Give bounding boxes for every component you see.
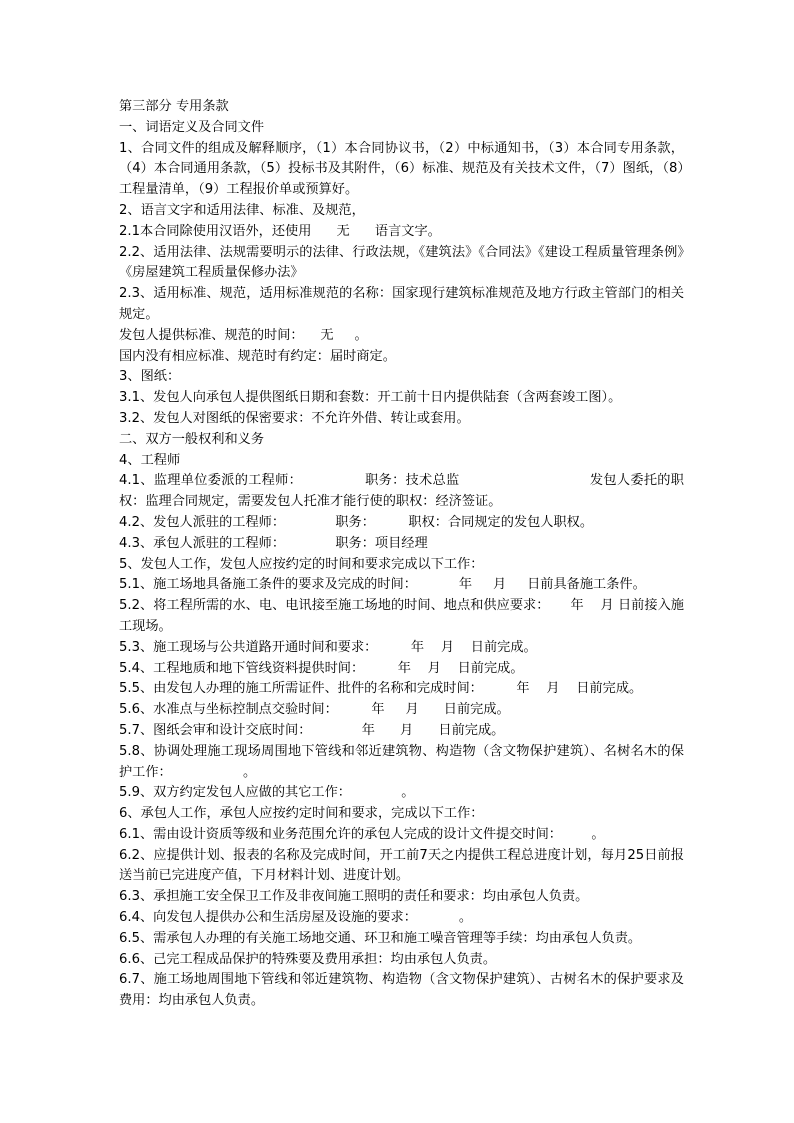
clause-paragraph: 发包人提供标准、规范的时间： 无 。 [119,327,368,343]
clause-paragraph: 3、图纸： [119,369,181,385]
section-heading: 一、词语定义及合同文件 [119,119,265,135]
clause-paragraph: 6、承包人工作，承包人应按约定时间和要求，完成以下工作： [119,806,484,822]
clause-paragraph: 3.1、发包人向承包人提供图纸日期和套数：开工前十日内提供陆套（含两套竣工图）。 [119,390,622,406]
clause-paragraph: 2、语言文字和适用法律、标准、及规范， [119,202,365,218]
clause-paragraph: 6.2、应提供计划、报表的名称及完成时间，开工前7天之内提供工程总进度计划，每月25日前报送当前已完进度产值，下月材料计划、进度计划。 [119,847,684,884]
clause-paragraph: 6.5、需承包人办理的有关施工场地交通、环卫和施工噪音管理等手续：均由承包人负责。 [119,930,642,946]
clause-paragraph: 4.3、承包人派驻的工程师： 职务：项目经理 [119,535,428,551]
clause-paragraph: 2.1本合同除使用汉语外，还使用 无 语言文字。 [119,223,441,239]
clause-paragraph: 4、工程师 [119,452,181,468]
clause-paragraph: 5.6、水准点与坐标控制点交验时间： 年 月 日前完成。 [119,702,510,718]
section-heading: 二、双方一般权利和义务 [119,431,265,447]
clause-paragraph: 6.1、需由设计资质等级和业务范围允许的承包人完成的设计文件提交时间： 。 [119,826,605,842]
clause-paragraph: 2.2、适用法律、法规需要明示的法律、行政法规，《建筑法》《合同法》《建设工程质量管理条例》《房屋建筑工程质量保修办法》 [119,244,684,281]
clause-paragraph: 5.9、双方约定发包人应做的其它工作： 。 [119,785,415,801]
clause-paragraph: 1、合同文件的组成及解释顺序，（1）本合同协议书，（2）中标通知书，（3）本合同专用条款，（4）本合同通用条款，（5）投标书及其附件，（6）标准、规范及有关技术文件，（7）图纸，（8）工程量清单，（9）工程报价单或预算好。 [119,140,684,198]
clause-paragraph: 4.1、监理单位委派的工程师： 职务：技术总监 发包人委托的职权：监理合同规定，需要发包人托准才能行使的职权：经济签证。 [119,473,684,510]
part-heading: 第三部分 专用条款 [119,99,229,114]
clause-paragraph: 国内没有相应标准、规范时有约定：届时商定。 [119,348,396,364]
clause-paragraph: 5.7、图纸会审和设计交底时间： 年 月 日前完成。 [119,722,505,738]
clause-paragraph: 4.2、发包人派驻的工程师： 职务： 职权：合同规定的发包人职权。 [119,514,594,530]
clause-paragraph: 6.4、向发包人提供办公和生活房屋及设施的要求： 。 [119,910,473,926]
clause-paragraph: 5.8、协调处理施工现场周围地下管线和邻近建筑物、构造物（含文物保护建筑）、名树名木的保护工作： 。 [119,743,684,780]
clause-paragraph: 3.2、发包人对图纸的保密要求：不允许外借、转让或套用。 [119,410,470,426]
clause-paragraph: 5.4、工程地质和地下管线资料提供时间： 年 月 日前完成。 [119,660,524,676]
clause-paragraph: 5.5、由发包人办理的施工所需证件、批件的名称和完成时间： 年 月 日前完成。 [119,681,643,697]
clause-paragraph: 2.3、适用标准、规范，适用标准规范的名称：国家现行建筑标准规范及地方行政主管部门的相关规定。 [119,286,684,322]
clause-paragraph: 5.1、施工场地具备施工条件的要求及完成的时间： 年 月 日前具备施工条件。 [119,577,646,593]
clause-paragraph: 6.7、施工场地周围地下管线和邻近建筑物、构造物（含文物保护建筑）、古树名木的保护要求及费用：均由承包人负责。 [119,972,684,1009]
clause-paragraph: 6.3、承担施工安全保卫工作及非夜间施工照明的责任和要求：均由承包人负责。 [119,889,589,905]
clause-paragraph: 5、发包人工作，发包人应按约定的时间和要求完成以下工作： [119,556,484,572]
clause-paragraph: 5.2、将工程所需的水、电、电讯接至施工场地的时间、地点和供应要求： 年 月 日前接入施工现场。 [119,598,684,634]
document-body [119,97,684,1012]
clause-paragraph: 5.3、施工现场与公共道路开通时间和要求： 年 月 日前完成。 [119,639,537,655]
clause-paragraph: 6.6、己完工程成品保护的特殊要及费用承担：均由承包人负责。 [119,951,497,967]
